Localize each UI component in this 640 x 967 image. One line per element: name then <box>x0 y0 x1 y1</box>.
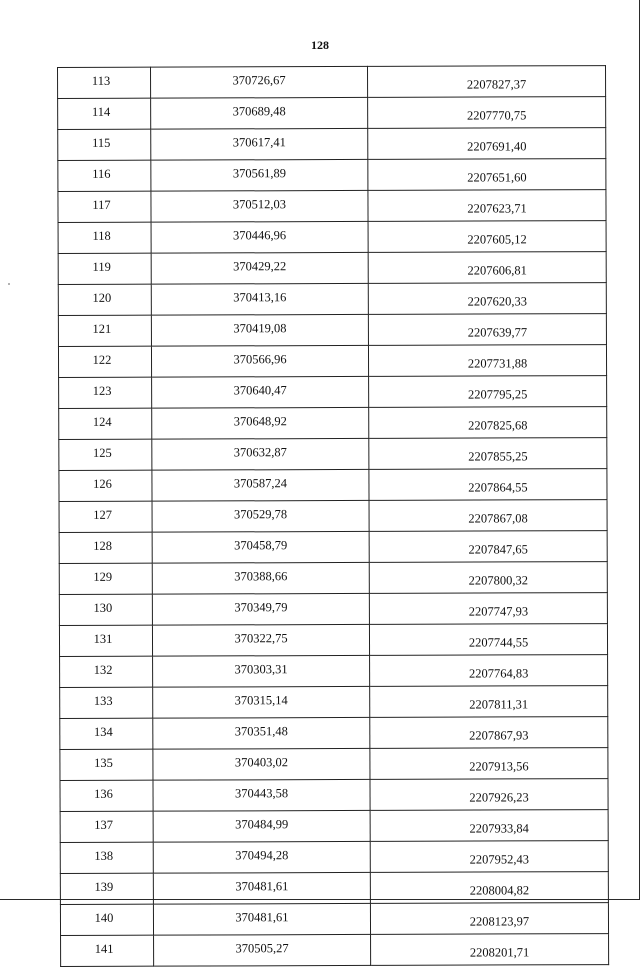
y-coordinate-cell: 2207795,25 <box>369 376 607 408</box>
table-row <box>58 128 606 161</box>
point-number-cell: 123 <box>59 377 152 408</box>
y-coordinate-cell: 2207864,55 <box>369 469 607 501</box>
x-coordinate-cell: 370446,96 <box>151 221 368 253</box>
point-number-cell: 128 <box>59 532 152 563</box>
y-coordinate-cell: 2207623,71 <box>368 190 606 222</box>
point-number-cell: 113 <box>58 67 151 98</box>
point-number-cell: 136 <box>60 780 153 811</box>
point-number-cell: 116 <box>58 160 151 191</box>
x-coordinate-cell: 370481,61 <box>153 903 370 935</box>
point-number-cell: 114 <box>58 98 151 129</box>
y-coordinate-cell: 2207639,77 <box>368 314 606 346</box>
y-coordinate-cell: 2207620,33 <box>368 283 606 315</box>
table-row <box>61 934 609 967</box>
table-row <box>58 314 606 347</box>
point-number-cell: 117 <box>58 191 151 222</box>
y-coordinate-cell: 2207744,55 <box>369 624 607 656</box>
point-number-cell: 139 <box>60 873 153 904</box>
x-coordinate-cell: 370351,48 <box>153 717 370 749</box>
point-number-cell: 134 <box>60 718 153 749</box>
x-coordinate-cell: 370481,61 <box>153 872 370 904</box>
x-coordinate-cell: 370349,79 <box>152 593 369 625</box>
point-number-cell: 124 <box>59 408 152 439</box>
y-coordinate-cell: 2208004,82 <box>370 872 608 904</box>
point-number-cell: 118 <box>58 222 151 253</box>
y-coordinate-cell: 2207747,93 <box>369 593 607 625</box>
point-number-cell: 122 <box>58 346 151 377</box>
table-row <box>60 748 608 781</box>
y-coordinate-cell: 2207606,81 <box>368 252 606 284</box>
x-coordinate-cell: 370315,14 <box>153 686 370 718</box>
y-coordinate-cell: 2207651,60 <box>368 159 606 191</box>
x-coordinate-cell: 370458,79 <box>152 531 369 563</box>
table-row <box>59 531 607 564</box>
point-number-cell: 137 <box>60 811 153 842</box>
table-row <box>59 469 607 502</box>
y-coordinate-cell: 2207825,68 <box>369 407 607 439</box>
y-coordinate-cell: 2207827,37 <box>367 66 605 98</box>
y-coordinate-cell: 2207605,12 <box>368 221 606 253</box>
coordinates-table <box>57 65 609 967</box>
y-coordinate-cell: 2207847,65 <box>369 531 607 563</box>
y-coordinate-cell: 2207764,83 <box>370 655 608 687</box>
point-number-cell: 127 <box>59 501 152 532</box>
x-coordinate-cell: 370484,99 <box>153 810 370 842</box>
y-coordinate-cell: 2207855,25 <box>369 438 607 470</box>
table-row <box>58 97 606 130</box>
y-coordinate-cell: 2207926,23 <box>370 779 608 811</box>
point-number-cell: 141 <box>61 935 154 966</box>
point-number-cell: 129 <box>59 563 152 594</box>
table-row <box>60 810 608 843</box>
table-row <box>59 438 607 471</box>
table-row <box>59 376 607 409</box>
x-coordinate-cell: 370303,31 <box>153 655 370 687</box>
x-coordinate-cell: 370413,16 <box>151 283 368 315</box>
x-coordinate-cell: 370505,27 <box>154 934 371 966</box>
x-coordinate-cell: 370587,24 <box>152 469 369 501</box>
table-row <box>59 624 607 657</box>
point-number-cell: 125 <box>59 439 152 470</box>
point-number-cell: 138 <box>60 842 153 873</box>
table-row <box>58 159 606 192</box>
scan-speck <box>8 283 10 285</box>
table-row <box>59 500 607 533</box>
point-number-cell: 126 <box>59 470 152 501</box>
point-number-cell: 119 <box>58 253 151 284</box>
point-number-cell: 132 <box>60 656 153 687</box>
y-coordinate-cell: 2208123,97 <box>370 903 608 935</box>
table-row <box>60 841 608 874</box>
x-coordinate-cell: 370322,75 <box>152 624 369 656</box>
x-coordinate-cell: 370512,03 <box>151 190 368 222</box>
table-row <box>58 283 606 316</box>
x-coordinate-cell: 370529,78 <box>152 500 369 532</box>
x-coordinate-cell: 370726,67 <box>151 66 368 98</box>
table-row <box>59 407 607 440</box>
point-number-cell: 133 <box>60 687 153 718</box>
x-coordinate-cell: 370443,58 <box>153 779 370 811</box>
coordinates-table-body <box>58 66 609 967</box>
table-row <box>58 345 606 378</box>
y-coordinate-cell: 2207952,43 <box>370 841 608 873</box>
point-number-cell: 140 <box>60 904 153 935</box>
y-coordinate-cell: 2207770,75 <box>368 97 606 129</box>
x-coordinate-cell: 370566,96 <box>151 345 368 377</box>
point-number-cell: 115 <box>58 129 151 160</box>
table-row <box>59 562 607 595</box>
table-row <box>60 655 608 688</box>
y-coordinate-cell: 2207691,40 <box>368 128 606 160</box>
table-row <box>58 190 606 223</box>
point-number-cell: 135 <box>60 749 153 780</box>
x-coordinate-cell: 370648,92 <box>152 407 369 439</box>
y-coordinate-cell: 2207867,93 <box>370 717 608 749</box>
point-number-cell: 120 <box>58 284 151 315</box>
table-row <box>58 252 606 285</box>
table-row <box>60 903 608 936</box>
table-row <box>60 686 608 719</box>
y-coordinate-cell: 2207800,32 <box>369 562 607 594</box>
x-coordinate-cell: 370561,89 <box>151 159 368 191</box>
y-coordinate-cell: 2207867,08 <box>369 500 607 532</box>
y-coordinate-cell: 2207933,84 <box>370 810 608 842</box>
table-row <box>60 779 608 812</box>
x-coordinate-cell: 370388,66 <box>152 562 369 594</box>
point-number-cell: 121 <box>58 315 151 346</box>
table-row <box>58 66 606 99</box>
y-coordinate-cell: 2207913,56 <box>370 748 608 780</box>
x-coordinate-cell: 370403,02 <box>153 748 370 780</box>
y-coordinate-cell: 2207811,31 <box>370 686 608 718</box>
x-coordinate-cell: 370617,41 <box>151 128 368 160</box>
point-number-cell: 131 <box>59 625 152 656</box>
point-number-cell: 130 <box>59 594 152 625</box>
table-row <box>60 717 608 750</box>
table-row <box>58 221 606 254</box>
x-coordinate-cell: 370494,28 <box>153 841 370 873</box>
x-coordinate-cell: 370429,22 <box>151 252 368 284</box>
x-coordinate-cell: 370632,87 <box>152 438 369 470</box>
table-row <box>59 593 607 626</box>
page-number: 128 <box>311 38 329 52</box>
y-coordinate-cell: 2207731,88 <box>368 345 606 377</box>
y-coordinate-cell: 2208201,71 <box>371 934 609 966</box>
x-coordinate-cell: 370689,48 <box>151 97 368 129</box>
x-coordinate-cell: 370640,47 <box>152 376 369 408</box>
x-coordinate-cell: 370419,08 <box>151 314 368 346</box>
